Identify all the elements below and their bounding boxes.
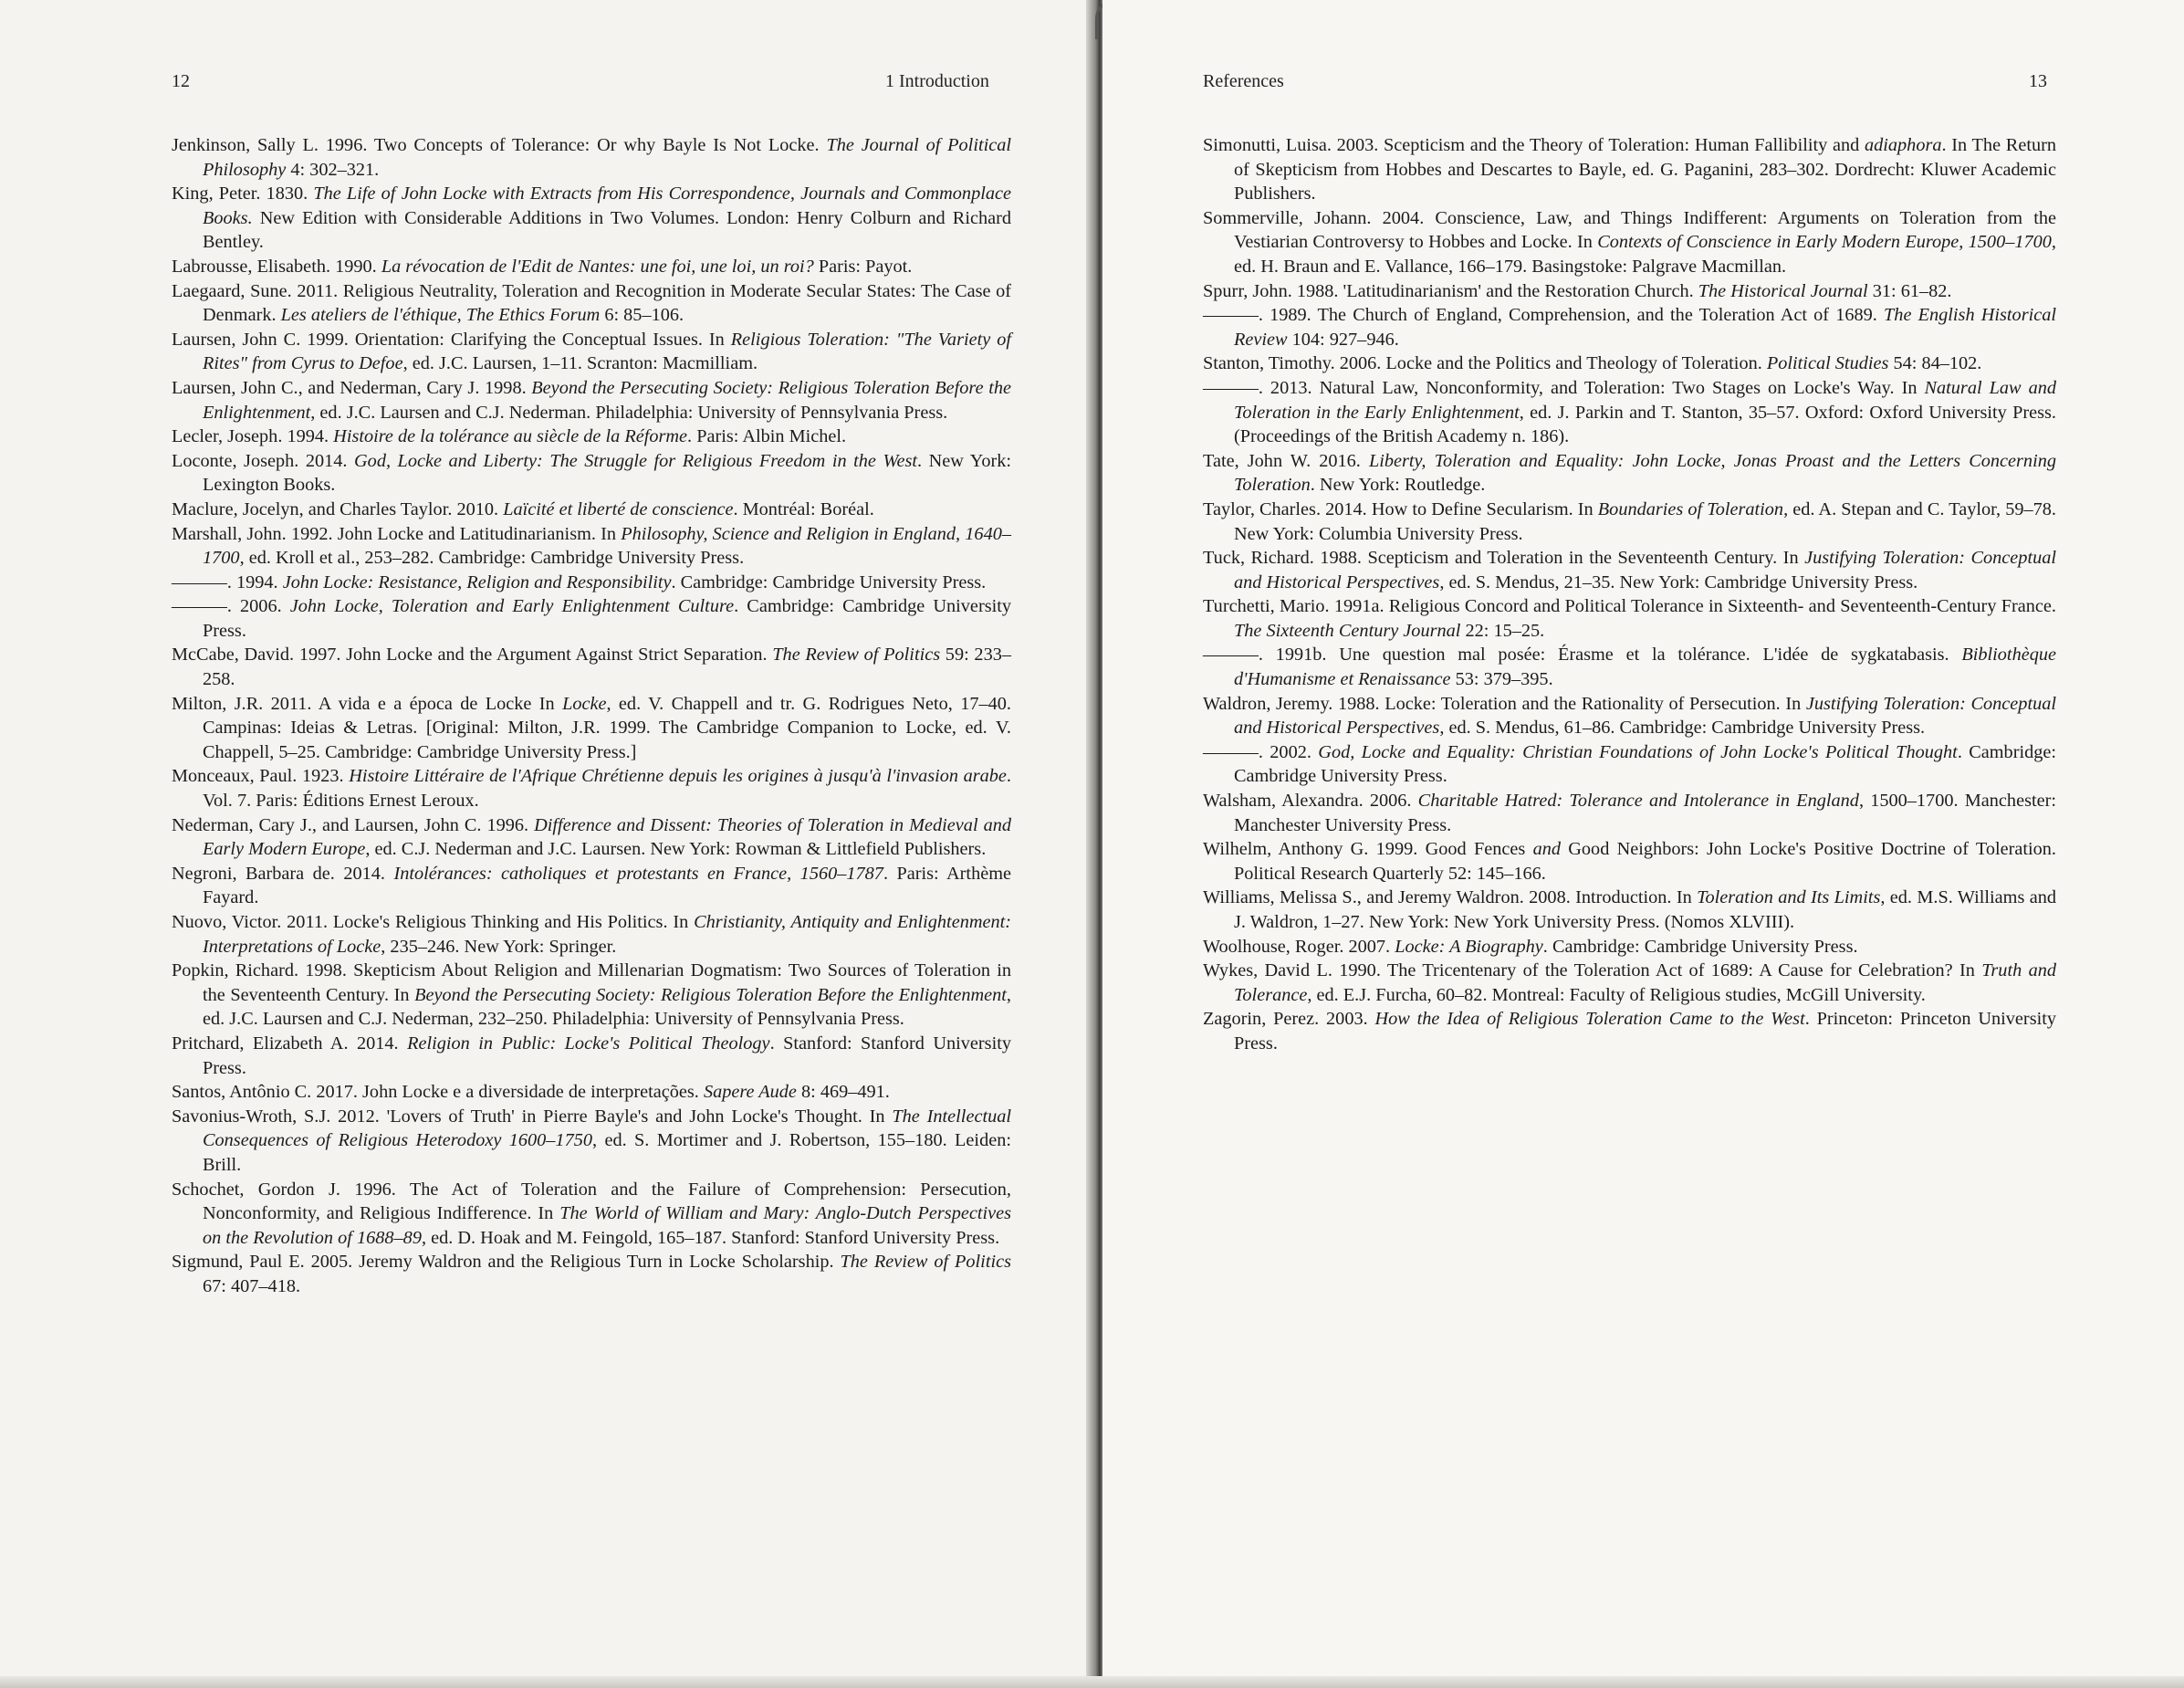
reference-title: Sapere Aude — [703, 1082, 797, 1103]
reference-entry — [172, 279, 1011, 328]
reference-title: Laïcité et liberté de conscience — [503, 498, 734, 519]
reference-title: The Intellectual Consequences of Religious Heterodoxy 1600–1750 — [203, 1106, 1011, 1151]
reference-title: Difference and Dissent: Theories of Toleration in Medieval and Early Modern Europe — [203, 814, 1011, 860]
reference-title: Intolérances: catholiques et protestants en France, 1560–1787 — [393, 863, 883, 884]
reference-entry — [1203, 643, 2056, 691]
reference-text: Sigmund, Paul E. 2005. Jeremy Waldron and the Religious Turn in Locke Scholarship. — [172, 1252, 841, 1273]
reference-details: , ed. D. Hoak and M. Feingold, 165–187. Stanford: Stanford University Press. — [421, 1227, 1000, 1248]
reference-details: , ed. J.C. Laursen and C.J. Nederman, 232–250. Philadelphia: University of Pennsylvania Press. — [203, 984, 1011, 1030]
reference-text: Monceaux, Paul. 1923. — [172, 766, 350, 787]
reference-text: Labrousse, Elisabeth. 1990. — [172, 256, 381, 277]
reference-details: , ed. S. Mortimer and J. Robertson, 155–180. Leiden: Brill. — [203, 1130, 1011, 1175]
reference-text: Laursen, John C. 1999. Orientation: Clarifying the Conceptual Issues. In — [172, 329, 731, 350]
reference-details: Good Neighbors: John Locke's Positive Doctrine of Toleration. Political Research Quarterly 52: 145–166. — [1234, 839, 2056, 884]
reference-text: ———. 2006. — [172, 596, 290, 617]
reference-details: 4: 302–321. — [286, 159, 380, 180]
reference-entry — [1203, 303, 2056, 351]
reference-entry — [1203, 886, 2056, 934]
reference-details: . Vol. 7. Paris: Éditions Ernest Leroux. — [203, 766, 1011, 812]
reference-text: Williams, Melissa S., and Jeremy Waldron. 2008. Introduction. In — [1203, 887, 1698, 908]
reference-entry — [172, 449, 1011, 498]
reference-text: Waldron, Jeremy. 1988. Locke: Toleration and the Rationality of Persecution. In — [1203, 693, 1806, 714]
reference-details: , ed. M.S. Williams and J. Waldron, 1–27. New York: New York University Press. (Nomos XLVIII). — [1234, 887, 2056, 932]
reference-entry — [172, 1105, 1011, 1178]
reference-title: Liberty, Toleration and Equality: John Locke, Jonas Proast and the Letters Concerning Toleration — [1234, 450, 2056, 496]
reference-details: , ed. E.J. Furcha, 60–82. Montreal: Faculty of Religious studies, McGill University. — [1307, 984, 1926, 1005]
reference-text: Jenkinson, Sally L. 1996. Two Concepts of Tolerance: Or why Bayle Is Not Locke. — [172, 135, 827, 155]
reference-details: , ed. J. Parkin and T. Stanton, 35–57. Oxford: Oxford University Press. (Proceedings of the British Academy n. 186). — [1234, 402, 2056, 447]
reference-text: ———. 2013. Natural Law, Nonconformity, and Toleration: Two Stages on Locke's Way. In — [1203, 377, 1925, 398]
reference-text: Spurr, John. 1988. 'Latitudinarianism' and the Restoration Church. — [1203, 280, 1698, 301]
reference-title: The Sixteenth Century Journal — [1234, 620, 1461, 641]
reference-details: . Montréal: Boréal. — [733, 498, 874, 519]
reference-text: Laegaard, Sune. 2011. Religious Neutrality, Toleration and Recognition in Moderate Secular States: The Case of Denmark. — [172, 280, 1011, 326]
reference-title: Toleration and Its Limits — [1697, 887, 1881, 908]
reference-title: Justifying Toleration: Conceptual and Historical Perspectives — [1234, 548, 2056, 592]
reference-details: . Cambridge: Cambridge University Press. — [1542, 936, 1858, 957]
reference-title: Religious Toleration: "The Variety of Rites" from Cyrus to Defoe — [203, 329, 1011, 374]
reference-text: ———. 1991b. Une question mal posée: Érasme et la tolérance. L'idée de sygkatabasis. — [1203, 645, 1962, 666]
reference-details: . Paris: Arthème Fayard. — [203, 863, 1011, 908]
reference-title: The Review of Politics — [840, 1252, 1011, 1273]
reference-entry — [1203, 376, 2056, 449]
reference-details: . Cambridge: Cambridge University Press. — [203, 596, 1011, 641]
reference-text: Milton, J.R. 2011. A vida e a época de Locke In — [172, 693, 563, 714]
reference-title: How the Idea of Religious Toleration Came to the West — [1374, 1009, 1805, 1030]
reference-title: God, Locke and Liberty: The Struggle for Religious Freedom in the West — [354, 450, 918, 471]
reference-title: Christianity, Antiquity and Enlightenment: Interpretations of Locke — [203, 912, 1012, 957]
reference-title: The Review of Politics — [772, 645, 941, 666]
page-number-right: 13 — [2029, 71, 2047, 91]
reference-details: . In The Return of Skepticism from Hobbes and Descartes to Bayle, ed. G. Paganini, 283–302. Dordrecht: Kluwer Academic Publishers. — [1234, 135, 2056, 204]
page-bottom-edge — [0, 1676, 2184, 1688]
reference-text: McCabe, David. 1997. John Locke and the Argument Against Strict Separation. — [172, 645, 773, 666]
reference-entry — [172, 910, 1011, 959]
reference-entry — [1203, 1007, 2056, 1055]
reference-title: Les ateliers de l'éthique, The Ethics Forum — [280, 305, 601, 326]
reference-entry — [172, 328, 1011, 376]
reference-details: New Edition with Considerable Additions in Two Volumes. London: Henry Colburn and Richard Bentley. — [203, 207, 1011, 253]
reference-text: Marshall, John. 1992. John Locke and Latitudinarianism. In — [172, 523, 622, 544]
running-head-right: References — [1203, 71, 1284, 91]
reference-title: John Locke, Toleration and Early Enlightenment Culture — [289, 596, 735, 617]
reference-title: Locke — [562, 693, 607, 714]
reference-entry — [1203, 837, 2056, 886]
reference-entry — [172, 425, 1011, 449]
reference-entry — [1203, 692, 2056, 740]
reference-text: Popkin, Richard. 1998. Skepticism About Religion and Millenarian Dogmatism: Two Sources of Toleration in the Seventeenth Century. In — [172, 960, 1011, 1005]
reference-text: Turchetti, Mario. 1991a. Religious Concord and Political Tolerance in Sixteenth- and Seventeenth-Century France. — [1203, 596, 2056, 617]
reference-details: , ed. J.C. Laursen, 1–11. Scranton: Macmilliam. — [402, 353, 758, 374]
reference-entry — [172, 813, 1011, 862]
reference-text: Pritchard, Elizabeth A. 2014. — [172, 1033, 408, 1054]
reference-details: 22: 15–25. — [1460, 620, 1545, 641]
reference-entry — [172, 862, 1011, 910]
reference-text: Nederman, Cary J., and Laursen, John C. 1996. — [172, 814, 535, 835]
reference-title: John Locke: Resistance, Religion and Responsibility — [282, 571, 672, 592]
reference-text: Stanton, Timothy. 2006. Locke and the Politics and Theology of Toleration. — [1203, 353, 1767, 374]
reference-text: ———. 1994. — [172, 571, 283, 592]
reference-entry — [172, 522, 1011, 571]
reference-text: Sommerville, Johann. 2004. Conscience, Law, and Things Indifferent: Arguments on Toleration from the Vestiarian Controversy to Hobbes and Locke. In — [1203, 207, 2056, 253]
reference-text: Tuck, Richard. 1988. Scepticism and Toleration in the Seventeenth Century. In — [1203, 548, 1805, 569]
reference-entry — [172, 1080, 1011, 1105]
reference-title: Contexts of Conscience in Early Modern Europe, 1500–1700 — [1597, 232, 2052, 253]
reference-text: Nuovo, Victor. 2011. Locke's Religious Thinking and His Politics. In — [172, 912, 695, 932]
reference-details: 31: 61–82. — [1867, 280, 1952, 301]
reference-details: . New York: Lexington Books. — [203, 450, 1011, 496]
reference-title: The World of William and Mary: Anglo-Dutch Perspectives on the Revolution of 1688–89 — [203, 1203, 1012, 1248]
reference-title: Beyond the Persecuting Society: Religious Toleration Before the Enlightenment — [414, 984, 1007, 1005]
reference-text: King, Peter. 1830. — [172, 183, 314, 204]
reference-text: Loconte, Joseph. 2014. — [172, 450, 355, 471]
reference-details: 67: 407–418. — [203, 1275, 301, 1296]
reference-title: Truth and Tolerance — [1234, 960, 2056, 1005]
reference-text: Wilhelm, Anthony G. 1999. Good Fences — [1203, 839, 1533, 860]
reference-entry — [1203, 546, 2056, 594]
reference-details: . Cambridge: Cambridge University Press. — [1234, 741, 2057, 787]
reference-entry — [172, 1032, 1011, 1080]
reference-details: . New York: Routledge. — [1310, 475, 1486, 496]
reference-entry — [1203, 279, 2056, 304]
reference-text: Tate, John W. 2016. — [1203, 450, 1369, 471]
reference-details: , 235–246. New York: Springer. — [381, 936, 617, 957]
reference-text: Santos, Antônio C. 2017. John Locke e a diversidade de interpretações. — [172, 1082, 704, 1103]
reference-details: , ed. Kroll et al., 253–282. Cambridge: Cambridge University Press. — [239, 548, 745, 569]
reference-details: 53: 379–395. — [1450, 669, 1553, 690]
reference-details: 6: 85–106. — [600, 305, 684, 326]
right-references-list — [1203, 133, 2056, 1056]
reference-title: Natural Law and Toleration in the Early Enlightenment — [1234, 377, 2056, 423]
reference-details: , ed. V. Chappell and tr. G. Rodrigues Neto, 17–40. Campinas: Ideias & Letras. [Original: Milton, J.R. 1999. The Cambridge Companion to Locke, ed. V. Chappell, 5–25. Cambridge: Cambridge University Press.] — [203, 693, 1011, 762]
reference-entry — [172, 764, 1011, 813]
reference-title: The Journal of Political Philosophy — [203, 135, 1011, 180]
reference-title: Bibliothèque d'Humanisme et Renaissance — [1234, 645, 2056, 690]
reference-entry — [172, 571, 1011, 595]
reference-details: 8: 469–491. — [796, 1082, 890, 1103]
reference-title: God, Locke and Equality: Christian Foundations of John Locke's Political Thought — [1318, 741, 1958, 762]
reference-entry — [172, 1250, 1011, 1298]
reference-entry — [172, 1178, 1011, 1251]
reference-entry — [1203, 206, 2056, 279]
reference-text: Wykes, David L. 1990. The Tricentenary of the Toleration Act of 1689: A Cause for Celebration? In — [1203, 960, 1982, 981]
reference-details: , ed. H. Braun and E. Vallance, 166–179. Basingstoke: Palgrave Macmillan. — [1234, 232, 2056, 277]
reference-text: Savonius-Wroth, S.J. 2012. 'Lovers of Truth' in Pierre Bayle's and John Locke's Thought. In — [172, 1106, 893, 1127]
reference-title: Philosophy, Science and Religion in England, 1640–1700 — [203, 523, 1011, 569]
reference-title: Religion in Public: Locke's Political Theology — [407, 1033, 770, 1054]
reference-text: ———. 2002. — [1203, 741, 1319, 762]
reference-text: Simonutti, Luisa. 2003. Scepticism and the Theory of Toleration: Human Fallibility and — [1203, 135, 1865, 155]
reference-details: Paris: Payot. — [813, 256, 913, 277]
reference-title: The Historical Journal — [1698, 280, 1868, 301]
reference-title: Beyond the Persecuting Society: Religious Toleration Before the Enlightenment — [203, 377, 1011, 423]
reference-details: , ed. C.J. Nederman and J.C. Laursen. New York: Rowman & Littlefield Publishers. — [365, 839, 987, 860]
reference-title: Histoire de la tolérance au siècle de la Réforme — [333, 426, 688, 447]
reference-details: . Princeton: Princeton University Press. — [1234, 1009, 2056, 1054]
reference-entry — [172, 182, 1011, 255]
reference-text: Maclure, Jocelyn, and Charles Taylor. 2010. — [172, 498, 504, 519]
reference-text: Negroni, Barbara de. 2014. — [172, 863, 394, 884]
page-number-left: 12 — [172, 71, 190, 91]
reference-details: 59: 233–258. — [203, 645, 1011, 690]
reference-entry — [1203, 789, 2056, 837]
reference-entry — [172, 643, 1011, 691]
reference-details: 104: 927–946. — [1287, 329, 1399, 350]
reference-entry — [1203, 133, 2056, 206]
reference-text: Zagorin, Perez. 2003. — [1203, 1009, 1375, 1030]
reference-entry — [172, 498, 1011, 522]
reference-entry — [1203, 498, 2056, 546]
reference-title: Justifying Toleration: Conceptual and Historical Perspectives — [1234, 693, 2056, 739]
reference-title: and — [1532, 839, 1561, 860]
reference-entry — [172, 255, 1011, 279]
reference-title: Boundaries of Toleration — [1597, 498, 1784, 519]
reference-text: Schochet, Gordon J. 1996. The Act of Toleration and the Failure of Comprehension: Persecution, Nonconformity, and Religious Indifference. In — [172, 1179, 1011, 1224]
running-head-left: 1 Introduction — [885, 71, 989, 91]
reference-entry — [1203, 959, 2056, 1007]
reference-title: La révocation de l'Edit de Nantes: une foi, une loi, un roi? — [381, 256, 814, 277]
reference-title: adiaphora — [1864, 135, 1942, 155]
reference-title: Political Studies — [1766, 353, 1889, 374]
reference-entry — [1203, 740, 2056, 789]
reference-entry — [172, 594, 1011, 643]
reference-text: Taylor, Charles. 2014. How to Define Secularism. In — [1203, 498, 1598, 519]
reference-details: , ed. S. Mendus, 21–35. New York: Cambridge University Press. — [1439, 571, 1918, 592]
reference-details: . Cambridge: Cambridge University Press. — [671, 571, 987, 592]
reference-text: Laursen, John C., and Nederman, Cary J. 1998. — [172, 377, 532, 398]
reference-text: ———. 1989. The Church of England, Comprehension, and the Toleration Act of 1689. — [1203, 305, 1885, 326]
reference-title: Charitable Hatred: Tolerance and Intolerance in England — [1417, 791, 1859, 812]
reference-text: Woolhouse, Roger. 2007. — [1203, 936, 1395, 957]
reference-entry — [172, 692, 1011, 765]
reference-entry — [172, 133, 1011, 182]
left-references-list — [172, 133, 1011, 1299]
reference-title: Histoire Littéraire de l'Afrique Chrétienne depuis les origines à jusqu'à l'invasion arabe — [349, 766, 1007, 787]
right-page — [1102, 0, 2184, 1688]
reference-entry — [1203, 935, 2056, 959]
reference-entry — [1203, 449, 2056, 498]
reference-title: Locke: A Biography — [1395, 936, 1543, 957]
reference-title: The English Historical Review — [1234, 305, 2057, 350]
reference-details: . Paris: Albin Michel. — [687, 426, 847, 447]
reference-title: The Life of John Locke with Extracts from His Correspondence, Journals and Commonplace Books. — [203, 183, 1011, 228]
reference-details: , ed. A. Stepan and C. Taylor, 59–78. New York: Columbia University Press. — [1234, 498, 2056, 544]
reference-details: , ed. J.C. Laursen and C.J. Nederman. Philadelphia: University of Pennsylvania Press. — [310, 402, 948, 423]
reference-details: 54: 84–102. — [1888, 353, 1982, 374]
reference-text: Lecler, Joseph. 1994. — [172, 426, 334, 447]
reference-entry — [1203, 351, 2056, 376]
reference-entry — [172, 376, 1011, 425]
reference-entry — [1203, 594, 2056, 643]
reference-entry — [172, 959, 1011, 1032]
reference-details: , 1500–1700. Manchester: Manchester University Press. — [1234, 791, 2056, 835]
reference-details: . Stanford: Stanford University Press. — [203, 1033, 1011, 1078]
reference-text: Walsham, Alexandra. 2006. — [1203, 791, 1418, 812]
reference-details: , ed. S. Mendus, 61–86. Cambridge: Cambridge University Press. — [1439, 718, 1926, 739]
